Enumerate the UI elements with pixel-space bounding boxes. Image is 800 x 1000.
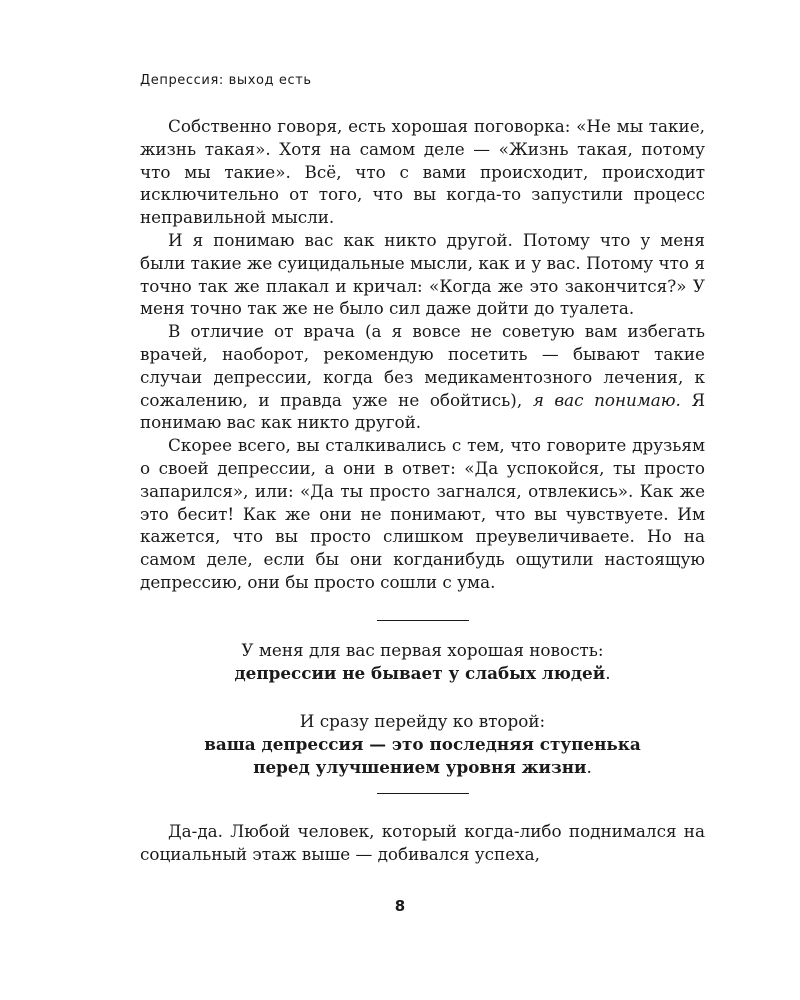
callout-first-intro: У меня для вас первая хорошая новость:	[241, 639, 604, 660]
page-body	[140, 115, 705, 865]
running-head: Депрессия: выход есть	[140, 73, 312, 88]
page-number: 8	[394, 897, 406, 915]
paragraph-3-tail: Я понимаю вас как никто другой.	[140, 389, 706, 433]
callout-second-line-1	[140, 733, 705, 756]
callout-first-end: .	[605, 662, 611, 683]
paragraph-3-text: В отличие от врача (а я вовсе не советую вам избегать врачей, наоборот, рекомендую посетить — бывают такие случаи депрессии, когда без медикаментозного лечения, к сожалению, и правда уже не обойтись),	[140, 321, 705, 410]
callout-second-bold-2: перед улучшением уровня жизни	[253, 756, 587, 777]
paragraph-2: И я понимаю вас как никто другой. Потому что у меня были такие же суицидальные мысли, как и у вас. Потому что я точно так же плакал и кричал: «Когда же это закончится?» У меня точно так же не было сил даже дойти до туалета.	[140, 229, 705, 319]
callout-first-statement	[140, 662, 705, 685]
callout-first-bold: депрессии не бывает у слабых людей	[234, 662, 606, 683]
callout-second-bold-1: ваша депрессия — это последняя ступенька	[204, 734, 641, 755]
callout-second-intro: И сразу перейду ко второй:	[299, 711, 546, 732]
paragraph-3-italic: я вас понимаю.	[532, 389, 681, 410]
paragraph-4: Скорее всего, вы сталкивались с тем, что говорите друзьям о своей депрессии, а они в ответ: «Да успокойся, ты просто запарился», или: «Да ты просто загнался, отвлекись». Как же это бесит! Как же они не понимают, что вы чувствуете. Им кажется, что вы просто слишком преувеличиваете. Но на самом деле, если бы они когданибудь ощутили настоящую депрессию, они бы просто сошли с ума.	[140, 435, 705, 592]
callout-second-line-2	[140, 756, 705, 779]
paragraph-3	[140, 320, 705, 434]
paragraph-1: Собственно говоря, есть хорошая поговорка: «Не мы такие, жизнь такая». Хотя на самом деле — «Жизнь такая, потому что мы такие». Всё, что с вами происходит, происходит исключительно от того, что вы когда-то запустили процесс неправильной мысли.	[140, 116, 705, 228]
callout-second-end: .	[586, 756, 592, 777]
closing-paragraph: Да-да. Любой человек, который когда-либо поднимался на социальный этаж выше — добивался успеха,	[140, 820, 705, 864]
